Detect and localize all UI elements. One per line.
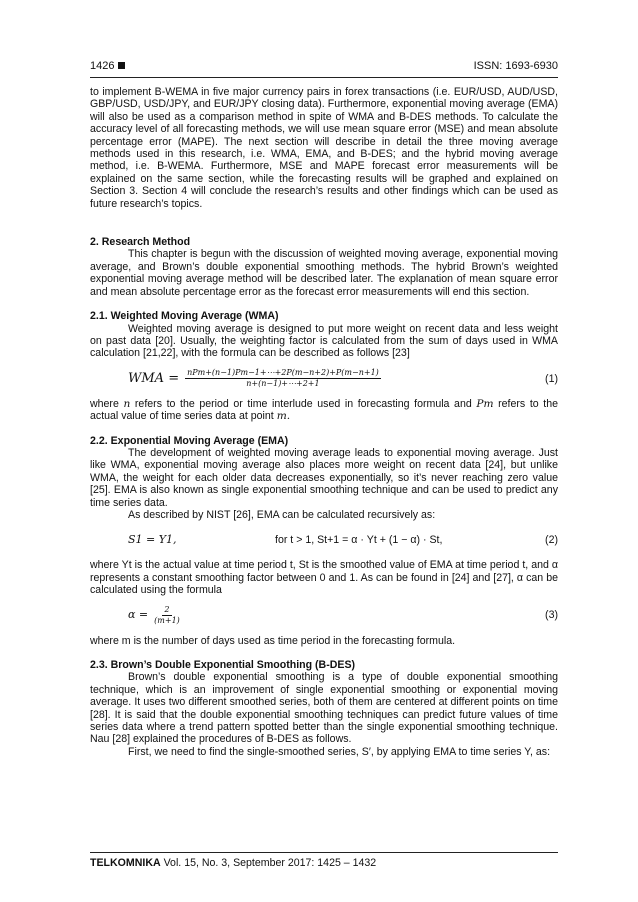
equation-lhs: S1 = Y1, — [128, 533, 177, 547]
equation-number: (2) — [545, 534, 558, 547]
issn: ISSN: 1693-6930 — [473, 60, 558, 72]
equation-numerator: 2 — [164, 605, 170, 615]
ema-where-paragraph: where Yt is the actual value at time period t, St is the smoothed value of EMA at time period t, and α represents a constant smoothing factor between 0 and 1. As can be found in [24] and [27], α can be calculated using the formula — [90, 559, 558, 597]
body-content — [90, 86, 558, 758]
section-paragraph: This chapter is begun with the discussion of weighted moving average, exponential moving average, and Brown’s double exponential smoothing methods. The hybrid Brown’s weighted exponential moving average method will be described later. The explanation of mean square error and mean absolute percentage error as the forecast error measurements will end this section. — [90, 248, 558, 298]
equation-numerator: nPm+(n−1)Pm−1+⋯+2P(m−n+2)+P(m−n+1) — [187, 368, 379, 378]
intro-paragraph: to implement B-WEMA in five major currency pairs in forex transactions (i.e. EUR/USD, AUD/USD, GBP/USD, USD/JPY, and EUR/JPY closing data). Furthermore, exponential moving average (EMA) will also be used as a comparison method in spite of WMA and B-DES methods. To calculate the accuracy level of all forecasting methods, we will use mean square error (MSE) and mean absolute percentage error (MAPE). The next section will describe in detail the three moving average methods used in this research, i.e. WMA, EMA, and B-DES; and the hybrid moving average method, i.e. B-WEMA. Furthermore, MSE and MAPE forecast error measurements will be explained on the same section, while the forecasting results will be graphed and explained on Section 3. Section 4 will conclude the research’s results and other findings which can be used as future research’s topics. — [90, 86, 558, 210]
equation-number: (3) — [545, 609, 558, 622]
equation-fraction — [185, 368, 381, 389]
wma-paragraph: Weighted moving average is designed to put more weight on recent data and less weight on past data [20]. Usually, the weighting factor is calculated from the sum of days used in WMA calculation [21,22], with the formula can be described as follows [23] — [90, 322, 558, 360]
equation-lhs: α = — [128, 608, 149, 622]
page-footer — [90, 857, 376, 869]
bdes-paragraph: Brown’s double exponential smoothing is a type of double exponential smoothing technique, which is an improvement of single exponential smoothing or exponential moving average. It uses two different smoothed series, both of them are centered at different points on time [28]. It is said that the double exponential smoothing techniques can predict future values of time series data where a trend pattern spotted better than the single exponential smoothing technique. Nau [28] explained the procedures of B-DES as follows. — [90, 671, 558, 746]
subsection-heading-bdes: 2.3. Brown’s Double Exponential Smoothing (B-DES) — [90, 659, 356, 671]
wma-where-paragraph: where n refers to the period or time interlude used in forecasting formula and Pm refers to the actual value of time series data at point m. — [90, 397, 558, 423]
section-heading: 2. Research Method — [90, 236, 191, 249]
bdes-paragraph-2: First, we need to find the single-smoothed series, S′, by applying EMA to time series Y, as: — [128, 745, 551, 758]
ema-paragraph: The development of weighted moving average leads to exponential moving average. Just like WMA, exponential moving average also places more weight on recent data [24], but unlike WMA, the weight for each older data decreases exponentially, so it’s never reaching zero value [25]. EMA is also known as single exponential smoothing technique and can be used to predict any time series data. — [90, 446, 558, 509]
equation-rhs: for t > 1, St+1 = α · Yt + (1 − α) · St, — [275, 534, 443, 547]
square-bullet-icon — [118, 62, 125, 69]
journal-name: TELKOMNIKA — [90, 857, 161, 869]
equation-fraction — [154, 605, 180, 626]
equation-number: (1) — [545, 372, 558, 385]
page-number: 1426 — [90, 60, 125, 72]
equation-denominator: (m+1) — [154, 616, 180, 626]
equation-1 — [90, 366, 558, 392]
header-rule — [90, 77, 558, 78]
equation-2 — [90, 527, 558, 553]
journal-citation: Vol. 15, No. 3, September 2017: 1425 – 1432 — [163, 857, 377, 869]
footer-rule — [90, 852, 558, 853]
page-header — [90, 60, 558, 72]
ema-paragraph-2: As described by NIST [26], EMA can be calculated recursively as: — [128, 508, 436, 521]
equation-lhs: WMA = — [128, 370, 180, 386]
equation-denominator: n+(n−1)+⋯+2+1 — [246, 379, 320, 389]
alpha-where-paragraph: where m is the number of days used as time period in the forecasting formula. — [90, 634, 456, 647]
equation-3 — [90, 603, 558, 629]
subsection-heading-ema: 2.2. Exponential Moving Average (EMA) — [90, 434, 289, 447]
subsection-heading-wma: 2.1. Weighted Moving Average (WMA) — [90, 310, 279, 323]
